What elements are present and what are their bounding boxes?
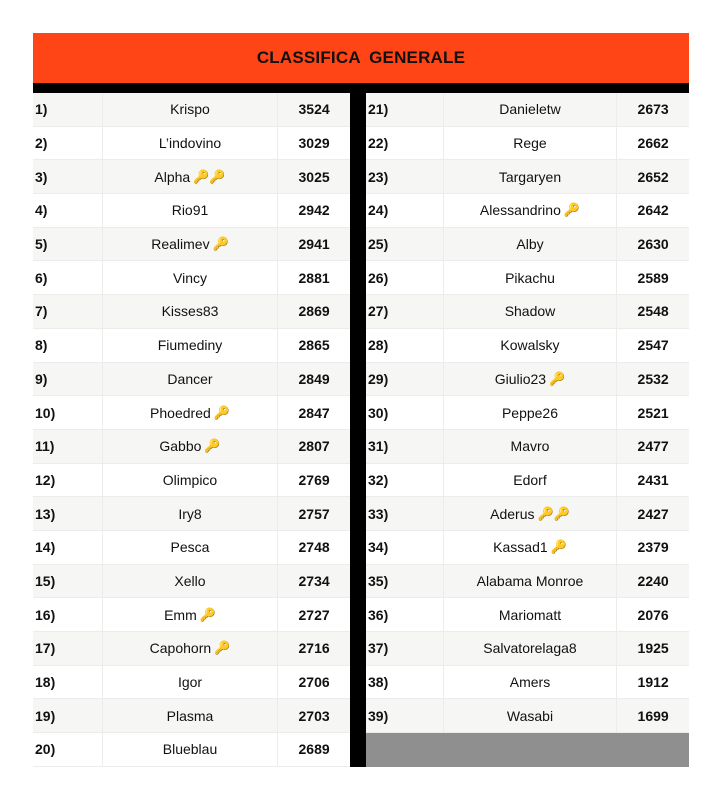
- points-cell: 2941: [298, 236, 330, 253]
- player-name-cell: [103, 632, 278, 665]
- rank-cell: 12): [33, 464, 103, 497]
- points-cell: 2532: [637, 370, 669, 387]
- rank-cell: 7): [33, 295, 103, 328]
- rank-cell: 10): [33, 396, 103, 429]
- player-name-cell: [444, 93, 617, 126]
- player-name-cell: [103, 228, 278, 261]
- points-cell: 2757: [298, 505, 330, 522]
- player-name-cell: [444, 464, 617, 497]
- rank-cell: 22): [366, 127, 444, 160]
- points-cell: 2847: [298, 404, 330, 421]
- player-name-cell: [103, 363, 278, 396]
- player-name-cell: [444, 632, 617, 665]
- rank-cell: 13): [33, 497, 103, 530]
- points-cell: 2807: [298, 438, 330, 455]
- rank-cell: 26): [366, 261, 444, 294]
- player-name-cell: [103, 497, 278, 530]
- table-row: [366, 699, 689, 733]
- points-cell: 1912: [637, 674, 669, 691]
- player-name: Edorf: [513, 471, 547, 488]
- player-name-cell: [103, 329, 278, 362]
- rank-cell: 38): [366, 666, 444, 699]
- column-separator: [350, 93, 366, 767]
- rank-cell: 25): [366, 228, 444, 261]
- points-cell: 2748: [298, 539, 330, 556]
- player-name: Aderus: [490, 505, 535, 522]
- player-name: Danieletw: [499, 101, 561, 118]
- points-cell: 2942: [298, 202, 330, 219]
- player-name: Capohorn: [149, 640, 212, 657]
- key-icon: 🔑: [204, 438, 221, 454]
- table-row: [366, 261, 689, 295]
- points-cell: 2865: [298, 337, 330, 354]
- rank-cell: 20): [33, 733, 103, 766]
- rank-cell: 21): [366, 93, 444, 126]
- rank-cell: 35): [366, 565, 444, 598]
- player-name: Fiumediny: [157, 337, 223, 354]
- points-cell: 2076: [637, 606, 669, 623]
- rank-cell: 39): [366, 699, 444, 732]
- rank-cell: 33): [366, 497, 444, 530]
- player-name: Dancer: [167, 370, 213, 387]
- player-name-cell: [103, 430, 278, 463]
- table-row: [33, 396, 350, 430]
- table-row: [33, 160, 350, 194]
- table-row: [33, 329, 350, 363]
- player-name: Salvatorelaga8: [483, 640, 577, 657]
- points-cell: 2477: [637, 438, 669, 455]
- key-icon: 🔑🔑: [537, 505, 570, 521]
- points-cell: 1699: [637, 707, 669, 724]
- title-banner: [33, 33, 689, 83]
- player-name-cell: [103, 666, 278, 699]
- player-name-cell: [103, 598, 278, 631]
- player-name: Rege: [513, 135, 547, 152]
- rank-cell: 17): [33, 632, 103, 665]
- points-cell: 2662: [637, 135, 669, 152]
- table-row: [366, 329, 689, 363]
- table-row: [366, 194, 689, 228]
- points-cell: 2716: [298, 640, 330, 657]
- player-name: Kowalsky: [500, 337, 560, 354]
- table-row: [33, 93, 350, 127]
- table-row: [33, 295, 350, 329]
- player-name-cell: [103, 699, 278, 732]
- points-cell: 2881: [298, 269, 330, 286]
- table-row: [33, 598, 350, 632]
- player-name: Kisses83: [161, 303, 219, 320]
- table-row: [366, 160, 689, 194]
- player-name: Plasma: [166, 707, 214, 724]
- player-name: Iry8: [178, 505, 202, 522]
- table-row: [366, 295, 689, 329]
- rank-cell: 14): [33, 531, 103, 564]
- header-divider: [33, 83, 689, 93]
- points-cell: 2734: [298, 572, 330, 589]
- table-row: [366, 666, 689, 700]
- table-row: [33, 228, 350, 262]
- player-name: Mavro: [510, 438, 550, 455]
- key-icon: 🔑: [213, 404, 230, 420]
- table-row: [33, 363, 350, 397]
- player-name-cell: [444, 194, 617, 227]
- table-row: [33, 430, 350, 464]
- points-cell: 2240: [637, 572, 669, 589]
- points-cell: 2548: [637, 303, 669, 320]
- player-name-cell: [444, 127, 617, 160]
- rank-cell: 34): [366, 531, 444, 564]
- rank-cell: 8): [33, 329, 103, 362]
- table-row: [33, 699, 350, 733]
- player-name: Pesca: [170, 539, 210, 556]
- points-cell: 2849: [298, 370, 330, 387]
- points-cell: 3029: [298, 135, 330, 152]
- player-name: Krispo: [170, 101, 210, 118]
- points-cell: 1925: [637, 640, 669, 657]
- player-name: Giulio23: [494, 370, 547, 387]
- player-name: Targaryen: [498, 168, 562, 185]
- player-name-cell: [444, 329, 617, 362]
- player-name: Alby: [516, 236, 544, 253]
- player-name-cell: [103, 261, 278, 294]
- player-name-cell: [444, 497, 617, 530]
- player-name: Emm: [164, 606, 197, 623]
- rank-cell: 36): [366, 598, 444, 631]
- player-name-cell: [103, 93, 278, 126]
- rank-cell: 2): [33, 127, 103, 160]
- player-name: Realimev: [151, 236, 210, 253]
- player-name: L’indovino: [158, 135, 222, 152]
- table-row: [33, 531, 350, 565]
- points-cell: 2703: [298, 707, 330, 724]
- player-name-cell: [103, 127, 278, 160]
- player-name: Alessandrino: [479, 202, 561, 219]
- rank-cell: 1): [33, 93, 103, 126]
- table-row: [33, 261, 350, 295]
- player-name: Peppe26: [501, 404, 559, 421]
- key-icon: 🔑: [214, 640, 231, 656]
- points-cell: 3025: [298, 168, 330, 185]
- rank-cell: 28): [366, 329, 444, 362]
- table-row: [366, 396, 689, 430]
- rank-cell: 30): [366, 396, 444, 429]
- player-name: Shadow: [504, 303, 556, 320]
- rank-cell: 27): [366, 295, 444, 328]
- key-icon: 🔑: [212, 236, 229, 252]
- points-cell: 2589: [637, 269, 669, 286]
- player-name-cell: [103, 295, 278, 328]
- table-row: [366, 598, 689, 632]
- table-row: [33, 194, 350, 228]
- rank-cell: 24): [366, 194, 444, 227]
- table-row: [366, 363, 689, 397]
- rank-cell: 19): [33, 699, 103, 732]
- points-cell: 2521: [637, 404, 669, 421]
- table-row: [33, 632, 350, 666]
- points-cell: 2379: [637, 539, 669, 556]
- player-name-cell: [103, 565, 278, 598]
- points-cell: 2427: [637, 505, 669, 522]
- rank-cell: 31): [366, 430, 444, 463]
- rank-cell: 16): [33, 598, 103, 631]
- table-row: [33, 666, 350, 700]
- rank-cell: 4): [33, 194, 103, 227]
- player-name-cell: [103, 531, 278, 564]
- rank-cell: 18): [33, 666, 103, 699]
- table-row: [366, 531, 689, 565]
- standings-table-left: [33, 93, 350, 767]
- rank-cell: 9): [33, 363, 103, 396]
- page-title: CLASSIFICA GENERALE: [256, 48, 466, 67]
- points-cell: 2630: [637, 236, 669, 253]
- table-row: [366, 464, 689, 498]
- table-row: [33, 565, 350, 599]
- player-name: Olimpico: [162, 471, 218, 488]
- table-row: [366, 430, 689, 464]
- player-name: Xello: [174, 572, 206, 589]
- points-cell: 2547: [637, 337, 669, 354]
- player-name-cell: [103, 160, 278, 193]
- player-name: Gabbo: [159, 438, 202, 455]
- rank-cell: 3): [33, 160, 103, 193]
- rank-cell: 15): [33, 565, 103, 598]
- player-name: Phoedred: [150, 404, 211, 421]
- table-row: [366, 127, 689, 161]
- player-name-cell: [444, 430, 617, 463]
- player-name: Vincy: [173, 269, 207, 286]
- player-name-cell: [103, 464, 278, 497]
- rank-cell: 23): [366, 160, 444, 193]
- points-cell: 2652: [637, 168, 669, 185]
- player-name-cell: [444, 531, 617, 564]
- points-cell: 2706: [298, 674, 330, 691]
- key-icon: 🔑🔑: [193, 168, 226, 184]
- player-name-cell: [444, 160, 617, 193]
- player-name-cell: [444, 295, 617, 328]
- player-name-cell: [444, 261, 617, 294]
- table-row: [366, 565, 689, 599]
- rank-cell: 32): [366, 464, 444, 497]
- key-icon: 🔑: [199, 606, 216, 622]
- player-name: Wasabi: [506, 707, 554, 724]
- player-name: Mariomatt: [498, 606, 562, 623]
- player-name-cell: [444, 699, 617, 732]
- table-row: [33, 733, 350, 767]
- player-name-cell: [444, 666, 617, 699]
- rank-cell: 37): [366, 632, 444, 665]
- rank-cell: 29): [366, 363, 444, 396]
- rank-cell: 11): [33, 430, 103, 463]
- table-row: [366, 93, 689, 127]
- table-row: [33, 127, 350, 161]
- points-cell: 3524: [298, 101, 330, 118]
- player-name-cell: [103, 733, 278, 766]
- table-row: [366, 228, 689, 262]
- table-row: [33, 497, 350, 531]
- player-name: Kassad1: [493, 539, 548, 556]
- player-name-cell: [444, 363, 617, 396]
- empty-row: [366, 733, 689, 767]
- rank-cell: 5): [33, 228, 103, 261]
- player-name-cell: [444, 565, 617, 598]
- player-name: Amers: [509, 674, 551, 691]
- points-cell: 2673: [637, 101, 669, 118]
- player-name: Igor: [177, 674, 203, 691]
- player-name: Rio91: [171, 202, 209, 219]
- points-cell: 2869: [298, 303, 330, 320]
- player-name-cell: [103, 194, 278, 227]
- key-icon: 🔑: [550, 539, 567, 555]
- points-cell: 2642: [637, 202, 669, 219]
- player-name: Blueblau: [162, 741, 218, 758]
- points-cell: 2431: [637, 471, 669, 488]
- table-row: [366, 632, 689, 666]
- player-name-cell: [444, 598, 617, 631]
- points-cell: 2727: [298, 606, 330, 623]
- standings-table-right: [366, 93, 689, 767]
- key-icon: 🔑: [563, 202, 581, 218]
- player-name: Alpha: [154, 168, 191, 185]
- key-icon: 🔑: [549, 370, 566, 386]
- player-name: Pikachu: [505, 269, 555, 286]
- player-name: Alabama Monroe: [476, 572, 584, 589]
- player-name-cell: [444, 228, 617, 261]
- points-cell: 2769: [298, 471, 330, 488]
- table-row: [33, 464, 350, 498]
- player-name-cell: [103, 396, 278, 429]
- table-row: [366, 497, 689, 531]
- points-cell: 2689: [298, 741, 330, 758]
- rank-cell: 6): [33, 261, 103, 294]
- player-name-cell: [444, 396, 617, 429]
